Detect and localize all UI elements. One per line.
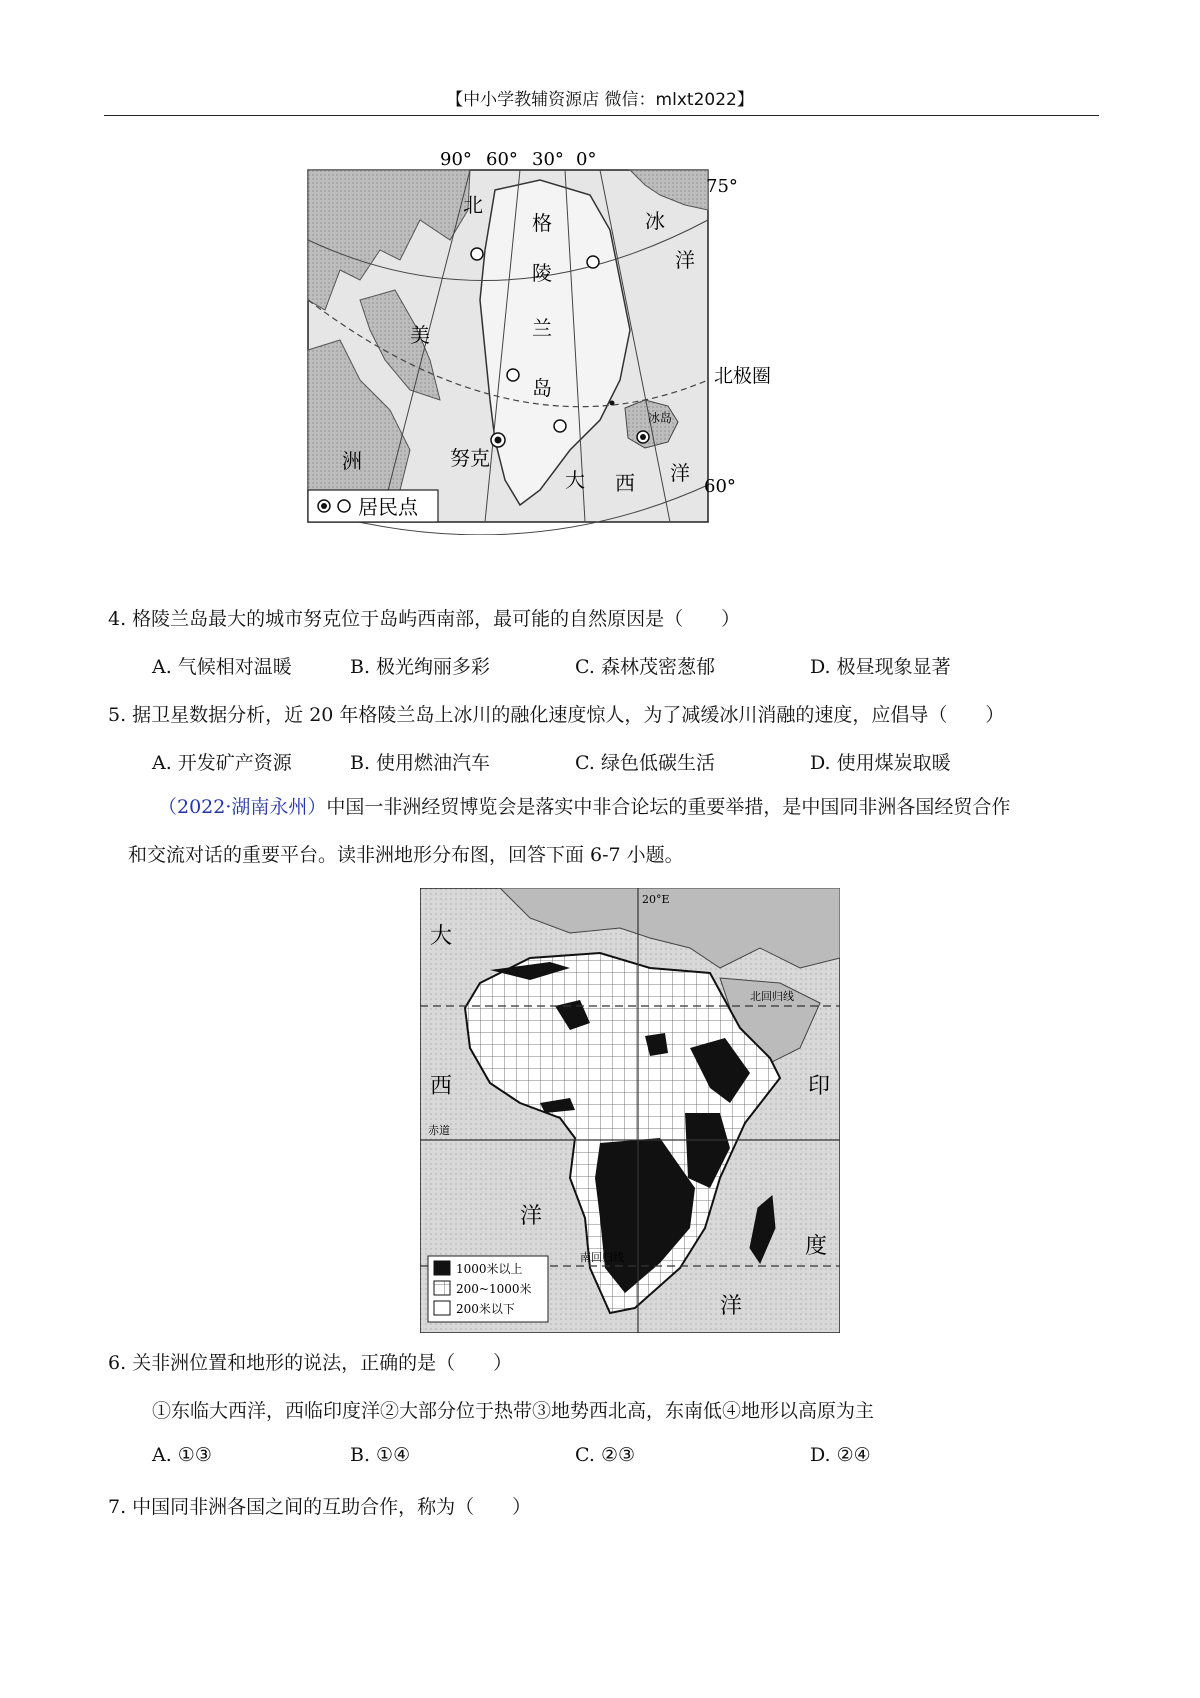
q6-option-b[interactable]: B. ①④ <box>350 1444 411 1466</box>
small-dot <box>610 401 615 406</box>
settlement-marker <box>471 248 483 260</box>
page-header: 【中小学教辅资源店 微信：mlxt2022】 <box>446 90 754 110</box>
q5-option-c[interactable]: C. 绿色低碳生活 <box>575 752 715 774</box>
question-7-stem: 7. 中国同非洲各国之间的互助合作，称为（ ） <box>108 1496 532 1518</box>
tropic-label: 南回归线 <box>580 1251 624 1264</box>
q5-option-d[interactable]: D. 使用煤炭取暖 <box>810 752 951 774</box>
tropic-label: 北回归线 <box>750 990 794 1003</box>
legend-label: 1000米以上 <box>456 1262 523 1276</box>
map-label: 陵 <box>532 261 552 285</box>
equator-label: 赤道 <box>428 1124 450 1137</box>
map-label: 洋 <box>675 248 695 272</box>
q4-option-b[interactable]: B. 极光绚丽多彩 <box>350 656 491 678</box>
intro-line-2: 和交流对话的重要平台。读非洲地形分布图，回答下面 6-7 小题。 <box>128 844 684 866</box>
lat-label: 75° <box>706 176 738 197</box>
map-label: 美 <box>410 323 430 347</box>
map-label: 洋 <box>720 1294 743 1319</box>
map-label: 度 <box>805 1234 828 1259</box>
greenland-map <box>300 150 800 535</box>
map-label: 印 <box>808 1074 831 1099</box>
legend-swatch-low <box>434 1301 450 1315</box>
map-label: 冰 <box>645 209 665 233</box>
q6-option-c[interactable]: C. ②③ <box>575 1444 636 1466</box>
question-6-stem: 6. 关非洲位置和地形的说法，正确的是（ ） <box>108 1352 513 1374</box>
map-label: 西 <box>615 471 635 495</box>
map-label: 格 <box>532 211 552 235</box>
question-4-stem: 4. 格陵兰岛最大的城市努克位于岛屿西南部，最可能的自然原因是（ ） <box>108 608 741 630</box>
q4-option-d[interactable]: D. 极昼现象显著 <box>810 656 951 678</box>
lat-label: 60° <box>704 476 736 497</box>
nuuk-label: 努克 <box>450 446 490 470</box>
map-label: 北 <box>463 193 483 217</box>
q5-option-b[interactable]: B. 使用燃油汽车 <box>350 752 491 774</box>
map-label: 洋 <box>520 1204 543 1229</box>
q4-option-c[interactable]: C. 森林茂密葱郁 <box>575 656 715 678</box>
meridian-label: 20°E <box>642 893 670 906</box>
africa-map <box>420 888 840 1333</box>
legend-swatch-mid <box>434 1281 450 1295</box>
map-label: 西 <box>430 1074 453 1099</box>
legend-label: 居民点 <box>358 495 418 519</box>
settlement-marker <box>554 420 566 432</box>
map-label: 岛 <box>532 376 552 400</box>
intro-text: 中国一非洲经贸博览会是落实中非合论坛的重要举措，是中国同非洲各国经贸合作 <box>326 796 1011 818</box>
legend-marker-small <box>338 500 350 512</box>
q6-statements: ①东临大西洋，西临印度洋②大部分位于热带③地势西北高，东南低④地形以高原为主 <box>152 1400 875 1422</box>
legend-label: 200~1000米 <box>456 1282 532 1296</box>
settlement-marker <box>587 256 599 268</box>
reykjavik-marker-center <box>640 434 646 440</box>
legend-label: 200米以下 <box>456 1302 515 1316</box>
arctic-circle-label: 北极圈 <box>714 365 772 387</box>
lon-label: 60° <box>486 150 518 170</box>
q6-option-a[interactable]: A. ①③ <box>152 1444 212 1466</box>
nuuk-marker-center <box>495 437 502 444</box>
legend-swatch-high <box>434 1261 450 1275</box>
q4-option-a[interactable]: A. 气候相对温暖 <box>152 656 292 678</box>
map-label: 大 <box>430 924 453 949</box>
map-label: 洋 <box>670 461 690 485</box>
map-label: 洲 <box>342 449 362 473</box>
map-label: 大 <box>565 468 585 492</box>
question-5-stem: 5. 据卫星数据分析，近 20 年格陵兰岛上冰川的融化速度惊人，为了减缓冰川消融的速度，应倡导（ ） <box>108 704 1005 726</box>
settlement-marker <box>507 369 519 381</box>
header-rule <box>104 115 1099 116</box>
lon-label: 90° <box>440 150 472 170</box>
iceland-label: 冰岛 <box>648 411 673 425</box>
q6-option-d[interactable]: D. ②④ <box>810 1444 871 1466</box>
lon-label: 30° <box>532 150 564 170</box>
q5-option-a[interactable]: A. 开发矿产资源 <box>152 752 292 774</box>
intro-line-1 <box>158 792 1010 819</box>
map-label: 兰 <box>532 316 552 340</box>
lon-label: 0° <box>576 150 597 170</box>
source-tag: （2022·湖南永州） <box>158 796 327 818</box>
